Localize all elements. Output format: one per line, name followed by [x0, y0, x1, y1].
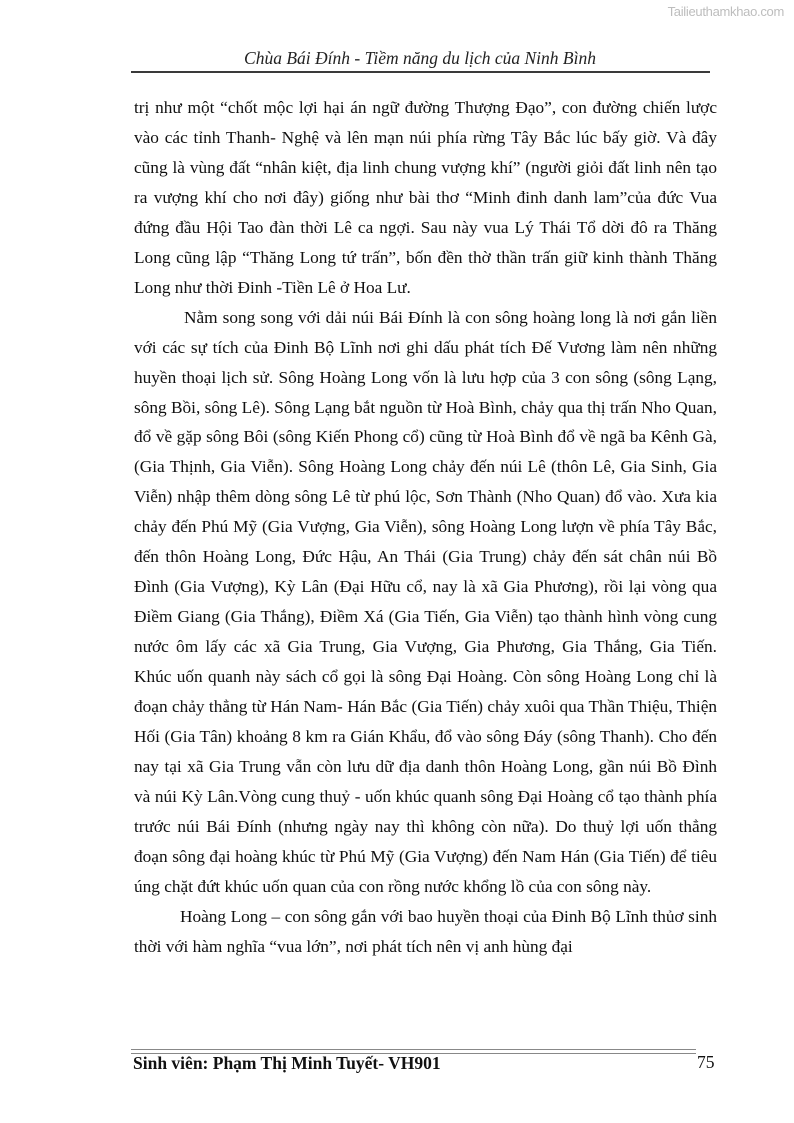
paragraph: Nằm song song với dải núi Bái Đính là con sông hoàng long là nơi gắn liền với các sự tích của Đinh Bộ Lĩnh nơi ghi dấu phát tích Đế Vương làm nên những huyền thoại lịch sử. Sông Hoàng Long vốn là lưu hợp của 3 con sông (sông Lạng, sông Bồi, sông Lê). Sông Lạng bắt nguồn từ Hoà Bình, chảy qua thị trấn Nho Quan, đổ về gặp sông Bôi (sông Kiến Phong cổ) cũng từ Hoà Bình đổ về ngã ba Kênh Gà, (Gia Thịnh, Gia Viễn). Sông Hoàng Long chảy đến núi Lê (thôn Lê, Gia Sinh, Gia Viễn) nhập thêm dòng sông Lê từ phú lộc, Sơn Thành (Nho Quan) đổ vào. Xưa kia chảy đến Phú Mỹ (Gia Vượng, Gia Viễn), sông Hoàng Long lượn về phía Tây Bắc, đến thôn Hoàng Long, Đức Hậu, An Thái (Gia Trung) chảy đến sát chân núi Bồ Đình (Gia Vượng), Kỳ Lân (Đại Hữu cổ, nay là xã Gia Phương), rồi lại vòng qua Điềm Giang (Gia Thắng), Điềm Xá (Gia Tiến, Gia Viễn) tạo thành hình vòng cung nước ôm lấy các xã Gia Trung, Gia Vượng, Gia Phương, Gia Thắng, Gia Tiến. Khúc uốn quanh này sách cổ gọi là sông Đại Hoàng. Còn sông Hoàng Long chỉ là đoạn chảy thẳng từ Hán Nam- Hán Bắc (Gia Tiến) chảy xuôi qua Thần Thiệu, Thiện Hối (Gia Tân) khoảng 8 km ra Gián Khẩu, đổ vào sông Đáy (sông Thanh). Cho đến nay tại xã Gia Trung vẫn còn lưu dữ địa danh thôn Hoàng Long, gần núi Bồ Đình và núi Kỳ Lân.Vòng cung thuỷ - uốn khúc quanh sông Đại Hoàng cổ tạo thành phía trước núi Bái Đính (nhưng ngày nay thì không còn nữa). Do thuỷ lợi uốn thẳng đoạn sông đại hoàng khúc từ Phú Mỹ (Gia Vượng) đến Nam Hán (Gia Tiến) để tiêu úng chặt đứt khúc uốn quan của con rồng nước khổng lồ của con sông này. [134, 307, 717, 896]
footer-author: Sinh viên: Phạm Thị Minh Tuyết- VH901 [133, 1053, 441, 1073]
paragraph: trị như một “chốt mộc lợi hại án ngữ đường Thượng Đạo”, con đường chiến lược vào các tỉnh Thanh- Nghệ và lên mạn núi phía rừng Tây Bắc lúc bấy giờ. Và đây cũng là vùng đất “nhân kiệt, địa linh chung vượng khí” (người giỏi đất linh nên tạo ra vượng khí cho nơi đây) giống như bài thơ “Minh đinh danh lam”của đức Vua đứng đầu Hội Tao đàn thời Lê ca ngợi. Sau này vua Lý Thái Tổ dời đô ra Thăng Long cũng lập “Thăng Long tứ trấn”, bốn đền thờ thần trấn giữ kinh thành Thăng Long như thời Đinh -Tiền Lê ở Hoa Lư. [134, 98, 717, 297]
document-body [134, 93, 717, 962]
running-header-title: Chùa Bái Đính - Tiềm năng du lịch của Ninh Bình [244, 48, 596, 68]
paragraph: Hoàng Long – con sông gắn với bao huyền thoại của Đinh Bộ Lĩnh thủơ sinh thời với hàm nghĩa “vua lớn”, nơi phát tích nên vị anh hùng đại [134, 906, 717, 956]
page-number: 75 [697, 1052, 715, 1072]
watermark: Tailieuthamkhao.com [667, 4, 784, 19]
header-divider [131, 71, 710, 73]
